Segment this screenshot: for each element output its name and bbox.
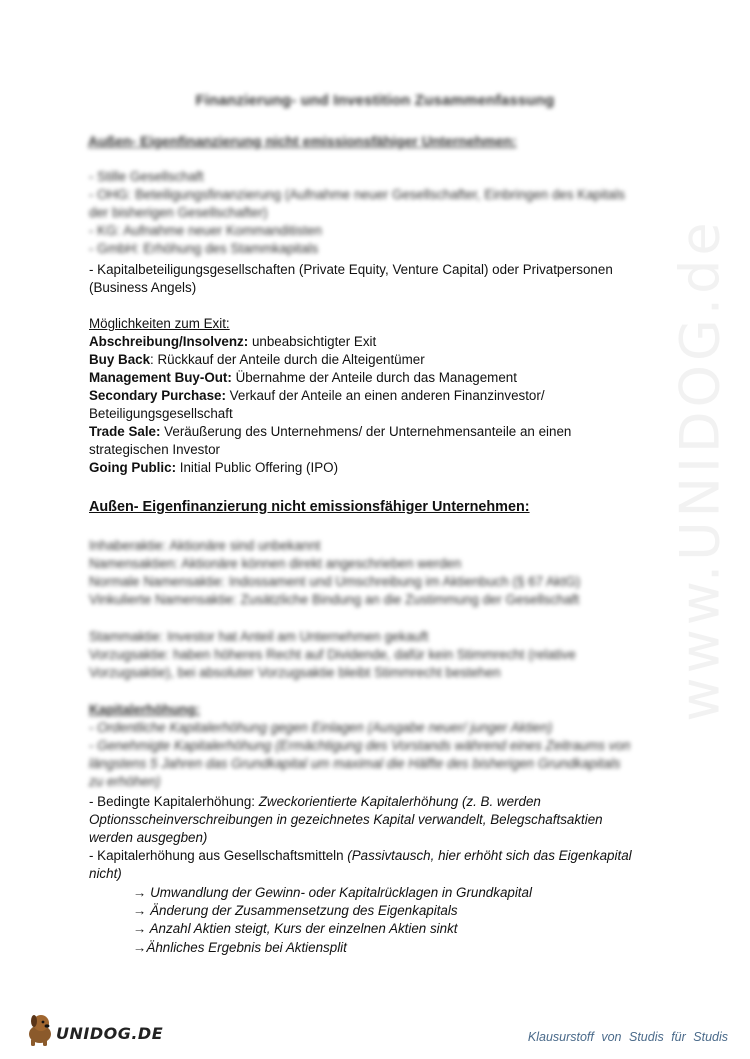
- exit-term: Secondary Purchase:: [89, 388, 226, 403]
- watermark: www.UNIDOG.de: [668, 218, 732, 722]
- exit-term: Buy Back: [89, 352, 151, 367]
- section2-heading: Außen- Eigenfinanzierung nicht emissionsfähiger Unternehmen:: [89, 499, 530, 515]
- list-item: Inhaberaktie: Aktionäre sind unbekannt: [89, 538, 321, 553]
- arrow-item: → Änderung der Zusammensetzung des Eigenkapitals: [133, 903, 458, 919]
- section1-blurred-list: [89, 168, 649, 258]
- list-item: nicht): [89, 866, 122, 881]
- bedingte-italic: Zweckorientierte Kapitalerhöhung (z. B. werden: [258, 794, 541, 809]
- list-item: der bisherigen Gesellschafter): [89, 205, 268, 220]
- footer-slogan: Klausurstoff von Studis für Studis: [527, 1030, 728, 1044]
- list-item: - Stille Gesellschaft: [89, 169, 204, 184]
- exit-desc: unbeabsichtigter Exit: [248, 334, 377, 349]
- exit-item: [89, 441, 649, 459]
- gesell-italic: (Passivtausch, hier erhöht sich das Eigenkapital: [347, 848, 632, 863]
- exit-desc: Initial Public Offering (IPO): [176, 460, 339, 475]
- list-item: werden ausgegben): [89, 830, 208, 845]
- list-item: - KG: Aufnahme neuer Kommanditisten: [89, 223, 322, 238]
- list-item: Kapitalerhöhung:: [89, 702, 200, 717]
- list-item: [89, 793, 649, 811]
- exit-term: Going Public:: [89, 460, 177, 475]
- logo-text: UNIDOG.DE: [56, 1024, 164, 1043]
- exit-desc: Übernahme der Anteile durch das Management: [231, 370, 517, 385]
- exit-item: [89, 351, 649, 369]
- list-item: [89, 847, 649, 865]
- exit-desc: Beteiligungsgesellschaft: [89, 406, 233, 421]
- list-item: - GmbH: Erhöhung des Stammkapitals: [89, 241, 319, 256]
- exit-heading: Möglichkeiten zum Exit:: [89, 316, 230, 331]
- exit-section: [89, 315, 649, 477]
- exit-item: [89, 405, 649, 423]
- kapitalerhoehung-clear-text: [89, 793, 649, 883]
- exit-item: [89, 423, 649, 441]
- aktien-blurred-group-2: [89, 628, 649, 682]
- list-item: - Kapitalbeteiligungsgesellschaften (Private Equity, Venture Capital) oder Privatpersonen: [89, 262, 613, 277]
- list-item: - Genehmigte Kapitalerhöhung (Ermächtigung des Vorstands während eines Zeitraums von: [89, 738, 631, 753]
- kapitalerhoehung-blurred-group: [89, 701, 649, 791]
- page-title: Finanzierung- und Investition Zusammenfassung: [195, 92, 555, 109]
- exit-item: [89, 387, 649, 405]
- arrow-item: → Umwandlung der Gewinn- oder Kapitalrücklagen in Grundkapital: [133, 885, 532, 900]
- list-item: Vinkulierte Namensaktie: Zusätzliche Bindung an die Zustimmung der Gesellschaft: [89, 592, 580, 607]
- exit-term: Trade Sale:: [89, 424, 161, 439]
- exit-term: Management Buy-Out:: [89, 370, 232, 385]
- list-item: Normale Namensaktie: Indossament und Umschreibung im Aktienbuch (§ 67 AktG): [89, 574, 581, 589]
- exit-desc: strategischen Investor: [89, 442, 220, 457]
- exit-desc: Veräußerung des Unternehmens/ der Unternehmensanteile an einen: [160, 424, 572, 439]
- exit-item: [89, 459, 649, 477]
- dog-icon: [29, 1015, 51, 1046]
- list-item: Vorzugsaktie: haben höheres Recht auf Dividende, dafür kein Stimmrecht (relative: [89, 647, 576, 662]
- list-item: (Business Angels): [89, 280, 197, 295]
- list-item: Optionsscheinverschreibungen in gezeichnetes Kapital verwandelt, Belegschaftsaktien: [89, 812, 603, 827]
- exit-desc: : Rückkauf der Anteile durch die Alteigentümer: [150, 352, 425, 367]
- exit-item: [89, 333, 649, 351]
- list-item: Stammaktie: Investor hat Anteil am Unternehmen gekauft: [89, 629, 429, 644]
- arrow-list: [133, 884, 532, 957]
- list-item: Vorzugsaktie), bei absoluter Vorzugsaktie bleibt Stimmrecht bestehen: [89, 665, 501, 680]
- exit-term: Abschreibung/Insolvenz:: [89, 334, 249, 349]
- gesell-prefix: - Kapitalerhöhung aus Gesellschaftsmitteln: [89, 848, 348, 863]
- section1-clear-text: [89, 261, 649, 297]
- list-item: - OHG: Beteiligungsfinanzierung (Aufnahme neuer Gesellschafter, Einbringen des Kapitals: [89, 187, 625, 202]
- list-item: Namensaktien: Aktionäre können direkt angeschrieben werden: [89, 556, 462, 571]
- aktien-blurred-group-1: [89, 537, 649, 609]
- arrow-item: → Anzahl Aktien steigt, Kurs der einzelnen Aktien sinkt: [133, 921, 458, 937]
- exit-desc: Verkauf der Anteile an einen anderen Finanzinvestor/: [225, 388, 545, 403]
- exit-item: [89, 369, 649, 387]
- arrow-item: →Ähnliches Ergebnis bei Aktiensplit: [133, 939, 347, 955]
- list-item: längstens 5 Jahren das Grundkapital um maximal die Hälfte des bisherigen Grundkapitals: [89, 756, 621, 771]
- list-item: zu erhöhen): [89, 774, 161, 789]
- list-item: - Ordentliche Kapitalerhöhung gegen Einlagen (Ausgabe neuer/ junger Aktien): [89, 720, 553, 735]
- bedingte-prefix: - Bedingte Kapitalerhöhung:: [89, 794, 259, 809]
- section1-heading: Außen- Eigenfinanzierung nicht emissionsfähiger Unternehmen:: [88, 133, 517, 149]
